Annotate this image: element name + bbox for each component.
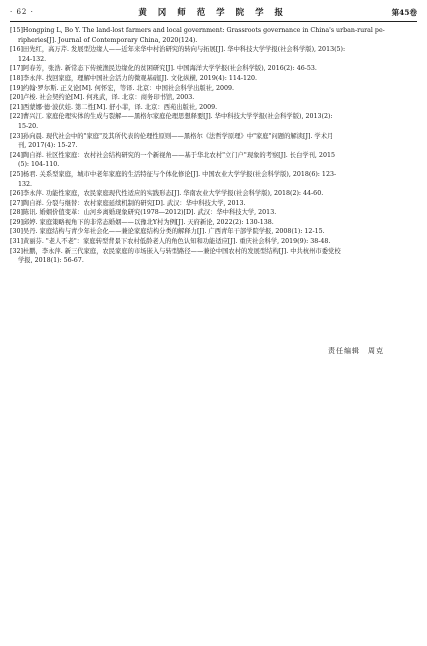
reference-item	[10, 237, 416, 247]
reference-item	[10, 103, 416, 113]
running-header	[10, 4, 417, 20]
reference-item	[10, 93, 416, 103]
reference-item	[10, 189, 416, 199]
reference-item	[10, 218, 416, 228]
reference-text: [28]陈讯. 婚姻价值变革：山河乡离婚现象研究(1978—2012)[D]. 武汉：华中科技大学, 2013.	[10, 209, 277, 217]
reference-text: [27]陶自祥. 分裂与继替：农村家庭延续机制的研究[D]. 武汉：华中科技大学, 2013.	[10, 199, 246, 207]
header-rule	[10, 21, 417, 22]
reference-text: [17]阿春芳，张浩. 新常态下传统渔民边缘化的贫困研究[J]. 中国海洋大学学报(社会科学版), 2016(2): 46-53.	[10, 65, 317, 73]
reference-item	[10, 112, 416, 131]
reference-text: [23]孙向晨. 现代社会中的"家庭"及其所代表的伦理性原则——黑格尔《法哲学原理》中"家庭"问题的解读[J]. 学术月	[10, 132, 334, 140]
reference-item	[10, 45, 416, 64]
reference-text: [31]黄丽芬. "老人不老"：家庭转型背景下农村低龄老人的角色认知和功能适应[J]. 重庆社会科学, 2019(9): 38-48.	[10, 238, 331, 246]
reference-text: [15]Hongping L, Bo Y. The land-lost farmers and local government: Grassroots governance in China's urban-rural pe-	[10, 27, 385, 34]
editor-label: 责任编辑	[328, 347, 360, 355]
reference-continuation: 132.	[18, 180, 33, 188]
volume-label: 第45卷	[391, 7, 417, 17]
reference-text: [22]曹兴江. 家庭伦理实体的生成与裂解——黑格尔家庭伦理思想释要[J]. 华中科技大学学报(社会科学版), 2013(2):	[10, 113, 333, 121]
reference-item	[10, 170, 416, 189]
reference-item	[10, 74, 416, 84]
reference-item	[10, 208, 416, 218]
reference-item	[10, 199, 416, 209]
reference-item	[10, 64, 416, 74]
reference-text: [20]卢梭. 社会契约论[M]. 何兆武，译. 北京：商务印书馆, 2003.	[10, 94, 195, 102]
reference-list	[10, 26, 416, 266]
reference-text: [29]邱婷. 家庭策略视角下的非常态婚姻——以豫北Y村为例[J]. 天府新论, 2022(2): 130-138.	[10, 218, 274, 226]
reference-item	[10, 26, 416, 45]
reference-text: [16]田先红，高万芹. 发展型边缘人——近年来华中村治研究的转向与拓展[J]. 华中科技大学学报(社会科学版), 2013(5):	[10, 46, 346, 54]
reference-text: [32]杜鹏，李永萍. 新三代家庭，农民家庭的市场嵌入与转型路径——兼论中国农村的发展型结构[J]. 中共杭州市委党校	[10, 247, 341, 255]
reference-continuation: 学报, 2018(1): 56-67.	[18, 257, 84, 265]
journal-title: 黄 冈 师 范 学 院 学 报	[138, 8, 288, 18]
reference-text: [21]西蒙娜·德·波伏娃. 第二性[M]. 舒小菲，译. 北京：西苑出版社, 2009.	[10, 103, 218, 111]
reference-text: [30]吴丹. 家庭结构与青少年社会化——兼论家庭结构分类的解释力[J]. 广西青年干部学院学报, 2008(1): 12-15.	[10, 228, 325, 236]
reference-continuation: 124-132.	[18, 55, 47, 63]
reference-item	[10, 227, 416, 237]
reference-item	[10, 151, 416, 170]
reference-text: [26]李永萍. 功能性家庭，农民家庭现代性适应的实践形态[J]. 华南农业大学学报(社会科学版), 2018(2): 44-60.	[10, 190, 324, 198]
reference-item	[10, 84, 416, 94]
reference-text: [18]李永萍. 找回家庭，理解中国社会活力的微观基础[J]. 文化纵横, 2019(4): 114-120.	[10, 74, 258, 82]
reference-item	[10, 132, 416, 151]
reference-continuation: ripheries[J]. Journal of Contemporary China, 2020(124).	[18, 36, 198, 44]
reference-continuation: 刊, 2017(4): 15-27.	[18, 142, 78, 150]
reference-text: [24]陶自祥. 社区性家庭：农村社会结构研究的一个新视角——基于华北农村"立门户"现象的考察[J]. 长白学刊, 2015	[10, 151, 335, 159]
editor-name: 周克	[368, 347, 384, 355]
reference-text: [25]杨君. 关系型家庭，城市中老年家庭的生活特征与个体化修论[J]. 中国农业大学学报(社会科学版), 2018(6): 123-	[10, 170, 337, 178]
page-number: · 62 ·	[10, 8, 34, 16]
reference-continuation: (5): 104-110.	[18, 161, 60, 169]
reference-continuation: 15-20.	[18, 122, 39, 130]
reference-item	[10, 247, 416, 266]
editor-credit	[328, 346, 384, 356]
reference-text: [19]约翰·罗尔斯. 正义论[M]. 何怀宏，等译. 北京：中国社会科学出版社, 2009.	[10, 84, 235, 92]
